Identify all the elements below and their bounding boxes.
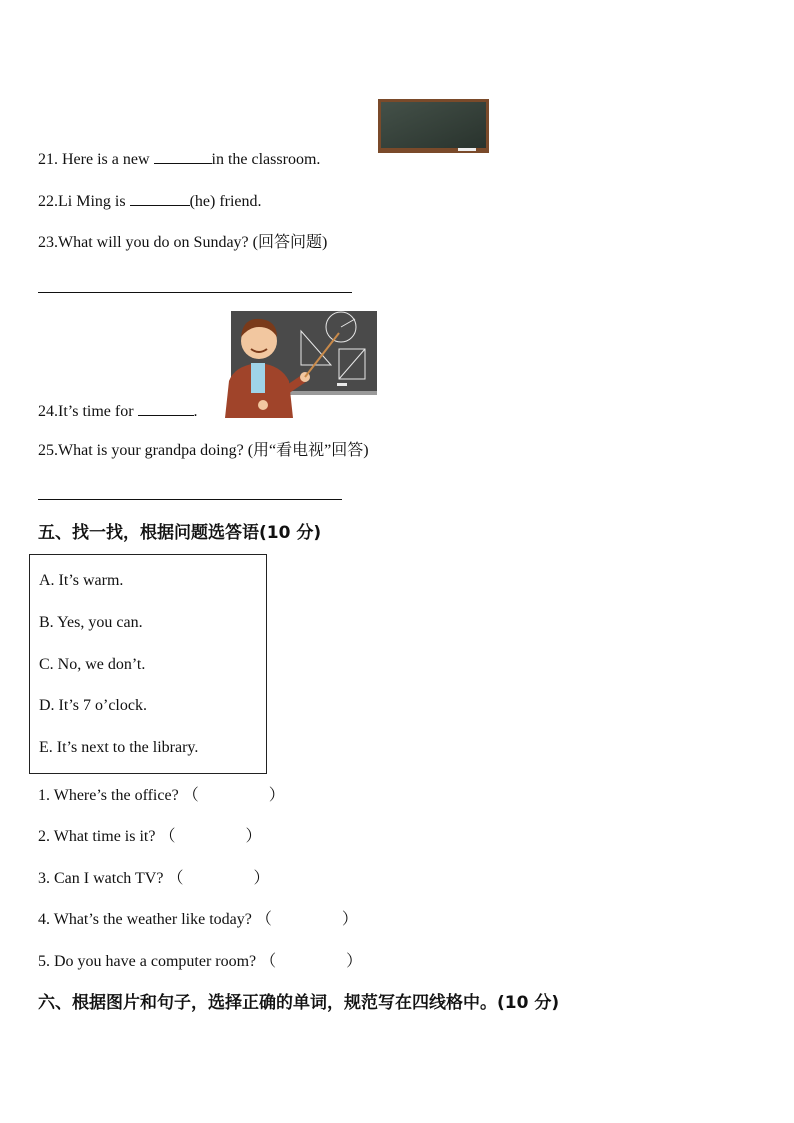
question-number: 24: [38, 403, 54, 420]
match-question: 3. Can I watch TV?: [38, 870, 164, 887]
match-item-4: [38, 910, 358, 930]
answer-line[interactable]: [38, 499, 342, 500]
question-21: [38, 149, 320, 170]
question-text: .What will you do on Sunday? (回答问题): [54, 234, 328, 251]
option-c: C. No, we don’t.: [39, 656, 146, 673]
question-25: [38, 441, 369, 461]
question-text: .It’s time for: [54, 403, 138, 420]
question-text: (he) friend.: [189, 193, 262, 210]
question-number: 25: [38, 442, 54, 459]
answer-line[interactable]: [38, 292, 352, 293]
blackboard-image: [378, 99, 489, 153]
question-23: [38, 233, 327, 253]
question-24: [38, 401, 198, 422]
match-item-1: [38, 786, 285, 806]
answer-paren[interactable]: （ ）: [260, 953, 363, 970]
question-text: in the classroom.: [211, 151, 321, 168]
option-d: D. It’s 7 o’clock.: [39, 697, 147, 714]
answer-blank[interactable]: [154, 149, 212, 164]
question-number: 22: [38, 193, 54, 210]
section-5-title: 五、找一找，根据问题选答语(10 分): [38, 523, 322, 543]
match-item-2: [38, 827, 262, 847]
question-number: 23: [38, 234, 54, 251]
match-item-5: [38, 952, 362, 972]
question-text: . Here is a new: [54, 151, 154, 168]
match-question: 2. What time is it?: [38, 828, 156, 845]
option-e: E. It’s next to the library.: [39, 739, 199, 756]
match-question: 4. What’s the weather like today?: [38, 911, 252, 928]
teacher-image: [223, 309, 380, 418]
match-question: 1. Where’s the office?: [38, 787, 179, 804]
option-b: B. Yes, you can.: [39, 614, 143, 631]
question-22: [38, 191, 262, 212]
question-text: .: [193, 403, 198, 420]
answer-blank[interactable]: [130, 191, 190, 206]
match-item-3: [38, 869, 269, 889]
answer-paren[interactable]: （ ）: [167, 870, 270, 887]
question-number: 21: [38, 151, 54, 168]
options-box: [29, 554, 267, 774]
question-text: .Li Ming is: [54, 193, 130, 210]
answer-blank[interactable]: [138, 401, 194, 416]
answer-paren[interactable]: （ ）: [182, 787, 285, 804]
question-text: .What is your grandpa doing? (用“看电视”回答): [54, 442, 369, 459]
section-6-title: 六、根据图片和句子，选择正确的单词，规范写在四线格中。(10 分): [38, 993, 560, 1013]
match-question: 5. Do you have a computer room?: [38, 953, 257, 970]
option-a: A. It’s warm.: [39, 572, 124, 589]
answer-paren[interactable]: （ ）: [255, 911, 358, 928]
answer-paren[interactable]: （ ）: [159, 828, 262, 845]
